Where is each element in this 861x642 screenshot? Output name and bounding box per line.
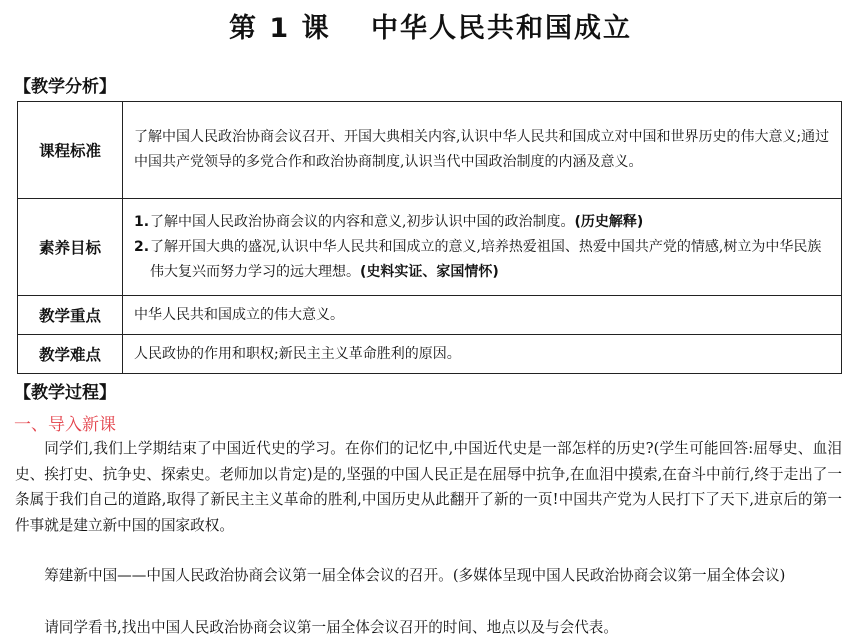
goal-number: 1. [134, 213, 150, 230]
goal-text-wrap [150, 210, 833, 235]
section-heading-intro: 一、导入新课 [14, 415, 116, 435]
goal-tag: (史料实证、家国情怀) [360, 263, 499, 280]
table-row-key-point [18, 296, 842, 335]
goal-number: 2. [134, 238, 150, 255]
process-heading: 【教学过程】 [14, 383, 116, 403]
row-content-goals [123, 199, 842, 296]
row-content: 了解中国人民政治协商会议召开、开国大典相关内容,认识中华人民共和国成立对中国和世界历史的伟大意义;通过中国共产党领导的多党合作和政治协商制度,认识当代中国政治制度的内涵及意义。 [123, 102, 842, 199]
table-row-difficulty [18, 335, 842, 374]
analysis-heading: 【教学分析】 [14, 77, 116, 97]
paragraph: 请同学看书,找出中国人民政治协商会议第一届全体会议召开的时间、地点以及与会代表。 [44, 619, 618, 636]
analysis-table [17, 101, 842, 374]
row-label: 教学重点 [18, 296, 123, 335]
row-label: 教学难点 [18, 335, 123, 374]
paragraph: 筹建新中国——中国人民政治协商会议第一届全体会议的召开。(多媒体呈现中国人民政治协商会议第一届全体会议) [44, 567, 786, 584]
lesson-title: 第 1 课 中华人民共和国成立 [229, 13, 632, 44]
table-row-curriculum [18, 102, 842, 199]
goal-text: 了解开国大典的盛况,认识中华人民共和国成立的意义,培养热爱祖国、热爱中国共产党的情感,树立为中华民族伟大复兴而努力学习的远大理想。 [150, 238, 822, 280]
row-label: 课程标准 [18, 102, 123, 199]
goal-tag: (历史解释) [574, 213, 644, 230]
row-label: 素养目标 [18, 199, 123, 296]
paragraph: 同学们,我们上学期结束了中国近代史的学习。在你们的记忆中,中国近代史是一部怎样的历史?(学生可能回答:屈辱史、血泪史、挨打史、抗争史、探索史。老师加以肯定)是的,坚强的中国人民正是在屈辱中抗争,在血泪中摸索,在奋斗中前行,终于走出了一条属于我们自己的道路,取得了新民主主义革命的胜利,中国历史从此翻开了新的一页!中国共产党为人民打下了天下,进京后的第一件事就是建立新中国的国家政权。 [15, 440, 842, 534]
goal-text: 了解中国人民政治协商会议的内容和意义,初步认识中国的政治制度。 [150, 213, 575, 230]
row-content: 中华人民共和国成立的伟大意义。 [123, 296, 842, 335]
goal-item [134, 210, 833, 235]
table-row-goals [18, 199, 842, 296]
goal-item [134, 235, 833, 285]
row-content: 人民政协的作用和职权;新民主主义革命胜利的原因。 [123, 335, 842, 374]
goal-text-wrap [150, 235, 833, 285]
